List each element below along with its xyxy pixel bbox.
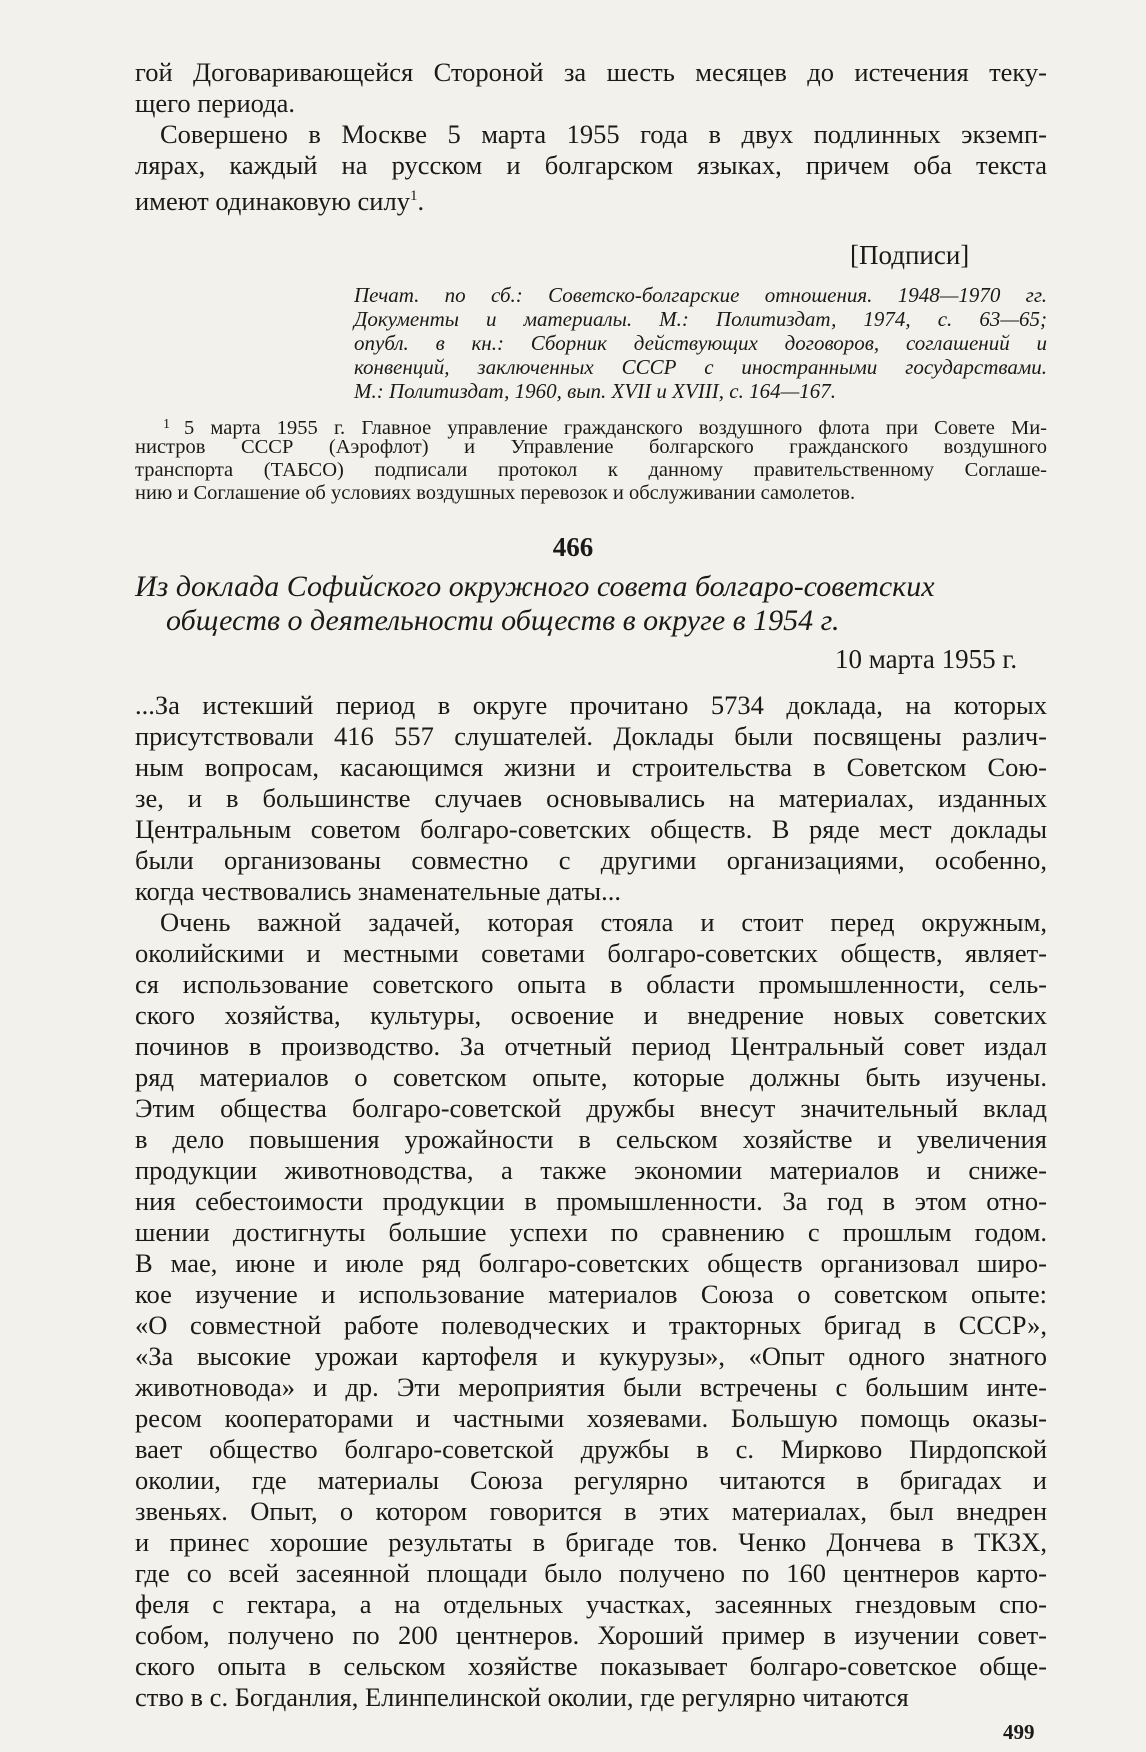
source-note-line: конвенций, заключенных СССР с иностранными государствами. — [354, 355, 1047, 379]
source-note-line: Печат. по сб.: Советско-болгарские отношения. 1948—1970 гг. — [354, 283, 1047, 307]
body-line: ского опыта в сельском хозяйстве показывает болгаро-советское обще- — [135, 1651, 1047, 1681]
body-line: Этим общества болгаро-советской дружбы внесут значительный вклад — [135, 1093, 1047, 1123]
body-line: «За высокие урожаи картофеля и кукурузы», «Опыт одного знатного — [135, 1341, 1047, 1371]
body-line: ресом кооператорами и частными хозяевами. Большую помощь оказы- — [135, 1403, 1047, 1433]
body-line: ряд материалов о советском опыте, которые должны быть изучены. — [135, 1062, 1047, 1092]
body-line: звеньях. Опыт, о котором говорится в этих материалах, был внедрен — [135, 1496, 1047, 1526]
body-line: в дело повышения урожайности в сельском хозяйстве и увеличения — [135, 1124, 1047, 1154]
body-line: ния себестоимости продукции в промышленности. За год в этом отно- — [135, 1186, 1047, 1216]
document-number: 466 — [552, 532, 594, 562]
body-line: были организованы совместно с другими организациями, особенно, — [135, 845, 1047, 875]
body-line: лярах, каждый на русском и болгарском языках, причем оба текста — [135, 150, 1047, 180]
source-note-line: Документы и материалы. М.: Политиздат, 1974, с. 63—65; — [354, 307, 1047, 331]
body-line: околийскими и местными советами болгаро-советских обществ, являет- — [135, 938, 1047, 968]
body-line: животновода» и др. Эти мероприятия были встречены с большим инте- — [135, 1372, 1047, 1402]
body-line: ство в с. Богданлия, Елинпелинской околии, где регулярно читаются — [135, 1682, 909, 1712]
body-line: ...За истекший период в округе прочитано 5734 доклада, на которых — [135, 690, 1047, 720]
body-line: где со всей засеянной площади было получено по 160 центнеров карто- — [135, 1558, 1047, 1588]
body-line: собом, получено по 200 центнеров. Хороший пример в изучении совет- — [135, 1620, 1047, 1650]
body-line: и принес хорошие результаты в бригаде тов. Ченко Дончева в ТКЗХ, — [135, 1527, 1047, 1557]
page-number: 499 — [1003, 1720, 1035, 1744]
body-line — [135, 181, 1047, 217]
body-line: ся использование советского опыта в области промышленности, сель- — [135, 969, 1047, 999]
body-line-text: имеют одинаковую силу — [135, 186, 410, 216]
source-note-line: М.: Политиздат, 1960, вып. XVII и XVIII, с. 164—167. — [354, 379, 837, 403]
footnote-line: транспорта (ТАБСО) подписали протокол к данному правительственному Соглаше- — [135, 459, 1047, 481]
signatures-placeholder: [Подписи] — [850, 240, 970, 270]
body-line: Центральным советом болгаро-советских обществ. В ряде мест доклады — [135, 814, 1047, 844]
body-line: ского хозяйства, культуры, освоение и внедрение новых советских — [135, 1000, 1047, 1030]
body-line: кое изучение и использование материалов Союза о советском опыте: — [135, 1279, 1047, 1309]
body-line: околии, где материалы Союза регулярно читаются в бригадах и — [135, 1465, 1047, 1495]
body-line: В мае, июне и июле ряд болгаро-советских обществ организовал широ- — [135, 1248, 1047, 1278]
footnote-text: 5 марта 1955 г. Главное управление гражданского воздушного флота при Совете Ми- — [184, 417, 1047, 439]
body-line: феля с гектара, а на отдельных участках, засеянных гнездовым спо- — [135, 1589, 1047, 1619]
body-line: вает общество болгаро-советской дружбы в с. Мирково Пирдопской — [135, 1434, 1047, 1464]
body-line: Очень важной задачей, которая стояла и стоит перед окружным, — [160, 907, 1047, 937]
footnote-mark: 1 — [163, 417, 170, 432]
document-date: 10 марта 1955 г. — [835, 644, 1018, 674]
body-line: Совершено в Москве 5 марта 1955 года в двух подлинных экземп- — [160, 119, 1047, 149]
document-title-line: Из доклада Софийского окружного совета болгаро-советских — [135, 570, 935, 603]
body-line: починов в производство. За отчетный период Центральный совет издал — [135, 1031, 1047, 1061]
body-line: «О совместной работе полеводческих и тракторных бригад в СССР», — [135, 1310, 1047, 1340]
body-line: присутствовали 416 557 слушателей. Доклады были посвящены различ- — [135, 721, 1047, 751]
punctuation: . — [417, 186, 425, 216]
footnote-reference: 1 — [409, 188, 418, 204]
body-line: гой Договаривающейся Стороной за шесть месяцев до истечения теку- — [135, 57, 1047, 87]
footnote-line: нистров СССР (Аэрофлот) и Управление болгарского гражданского воздушного — [135, 436, 1047, 458]
source-note-line: опубл. в кн.: Сборник действующих договоров, соглашений и — [354, 331, 1047, 355]
body-line: продукции животноводства, а также экономии материалов и сниже- — [135, 1155, 1047, 1185]
body-line: шении достигнуты большие успехи по сравнению с прошлым годом. — [135, 1217, 1047, 1247]
body-line: когда чествовались знаменательные даты... — [135, 876, 621, 906]
document-title-line: обществ о деятельности обществ в округе в 1954 г. — [166, 604, 840, 637]
body-line: зе, и в большинстве случаев основывались на материалах, изданных — [135, 783, 1047, 813]
footnote-line: нию и Соглашение об условиях воздушных перевозок и обслуживании самолетов. — [135, 482, 856, 504]
body-line: щего периода. — [135, 88, 295, 118]
body-line: ным вопросам, касающимся жизни и строительства в Советском Сою- — [135, 752, 1047, 782]
